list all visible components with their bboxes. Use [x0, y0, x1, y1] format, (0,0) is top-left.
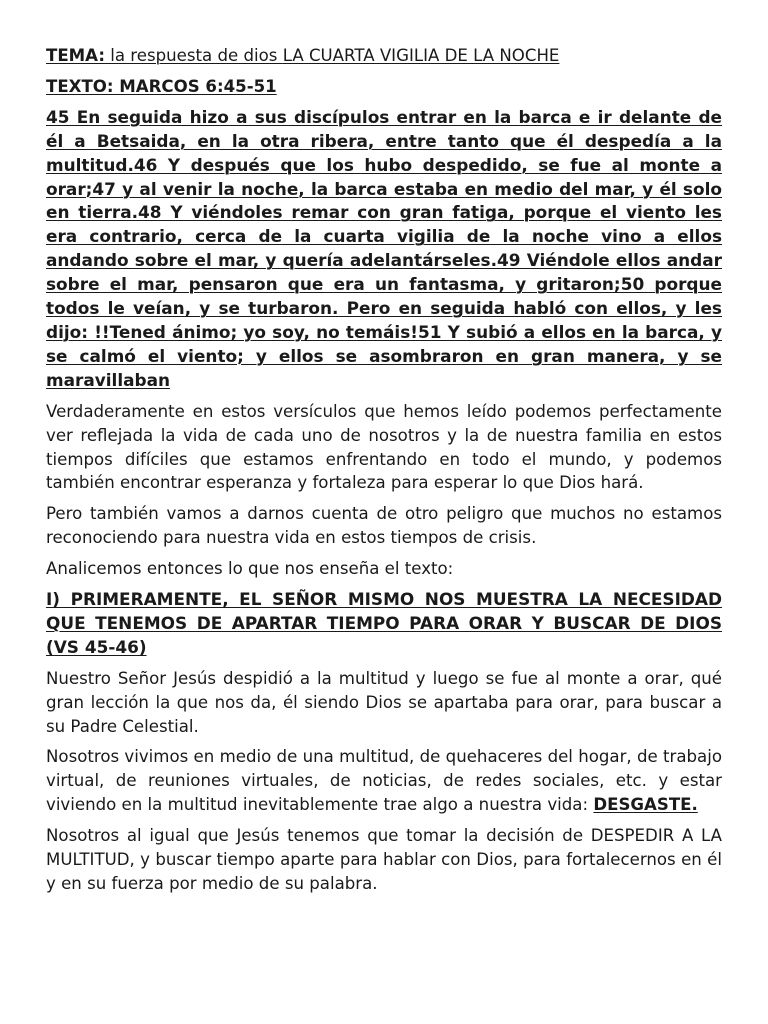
- paragraph-multitude: [46, 745, 722, 817]
- paragraph-intro: Verdaderamente en estos versículos que hemos leído podemos perfectamente ver reflejada la vida de cada uno de nosotros y la de nuestra familia en estos tiempos difíciles que estamos enfrentando en todo el mundo, y podemos también encontrar esperanza y fortaleza para esperar lo que Dios hará.: [46, 401, 722, 493]
- section-heading: I) PRIMERAMENTE, EL SEÑOR MISMO NOS MUESTRA LA NECESIDAD QUE TENEMOS DE APARTAR TIEMPO PARA ORAR Y BUSCAR DE DIOS (VS 45-46): [46, 589, 722, 657]
- title-label: TEMA:: [46, 46, 105, 65]
- paragraph-danger: Pero también vamos a darnos cuenta de otro peligro que muchos no estamos reconociendo para nuestra vida en estos tiempos de crisis.: [46, 504, 722, 548]
- title-topic: la respuesta de dios: [104, 46, 283, 65]
- keyword-desgaste: DESGASTE.: [593, 795, 698, 815]
- paragraph-decision: Nosotros al igual que Jesús tenemos que tomar la decisión de DESPEDIR A LA MULTITUD, y buscar tiempo aparte para hablar con Dios, para fortalecernos en él y en su fuerza por medio de su palabra.: [46, 826, 722, 893]
- text-reference: TEXTO: MARCOS 6:45-51: [46, 76, 277, 96]
- document-page: [46, 44, 722, 903]
- bible-passage: 45 En seguida hizo a sus discípulos entrar en la barca e ir delante de él a Betsaida, en la otra ribera, entre tanto que él despedía a la multitud.46 Y después que los hubo despedido, se fue al monte a orar;47 y al venir la noche, la barca estaba en medio del mar, y él solo en tierra.48 Y viéndoles remar con gran fatiga, porque el viento les era contrario, cerca de la cuarta vigilia de la noche vino a ellos andando sobre el mar, y quería adelantárseles.49 Viéndole ellos andar sobre el mar, pensaron que era un fantasma, y gritaron;50 porque todos le veían, y se turbaron. Pero en seguida habló con ellos, y les dijo: !!Tened ánimo; yo soy, no temáis!51 Y subió a ellos en la barca, y se calmó el viento; y ellos se asombraron en gran manera, y se maravillaban: [46, 106, 722, 390]
- paragraph-analysis: Analicemos entonces lo que nos enseña el texto:: [46, 559, 454, 579]
- paragraph-lesson: Nuestro Señor Jesús despidió a la multitud y luego se fue al monte a orar, qué gran lección la que nos da, él siendo Dios se apartaba para orar, para buscar a su Padre Celestial.: [46, 668, 722, 736]
- paragraph-multitude-text: Nosotros vivimos en medio de una multitud, de quehaceres del hogar, de trabajo virtual, de reuniones virtuales, de noticias, de redes sociales, etc. y estar viviendo en la multitud inevitablemente trae algo a nuestra vida:: [46, 747, 722, 815]
- title-subject: LA CUARTA VIGILIA DE LA NOCHE: [282, 46, 560, 65]
- sermon-title: [46, 44, 722, 68]
